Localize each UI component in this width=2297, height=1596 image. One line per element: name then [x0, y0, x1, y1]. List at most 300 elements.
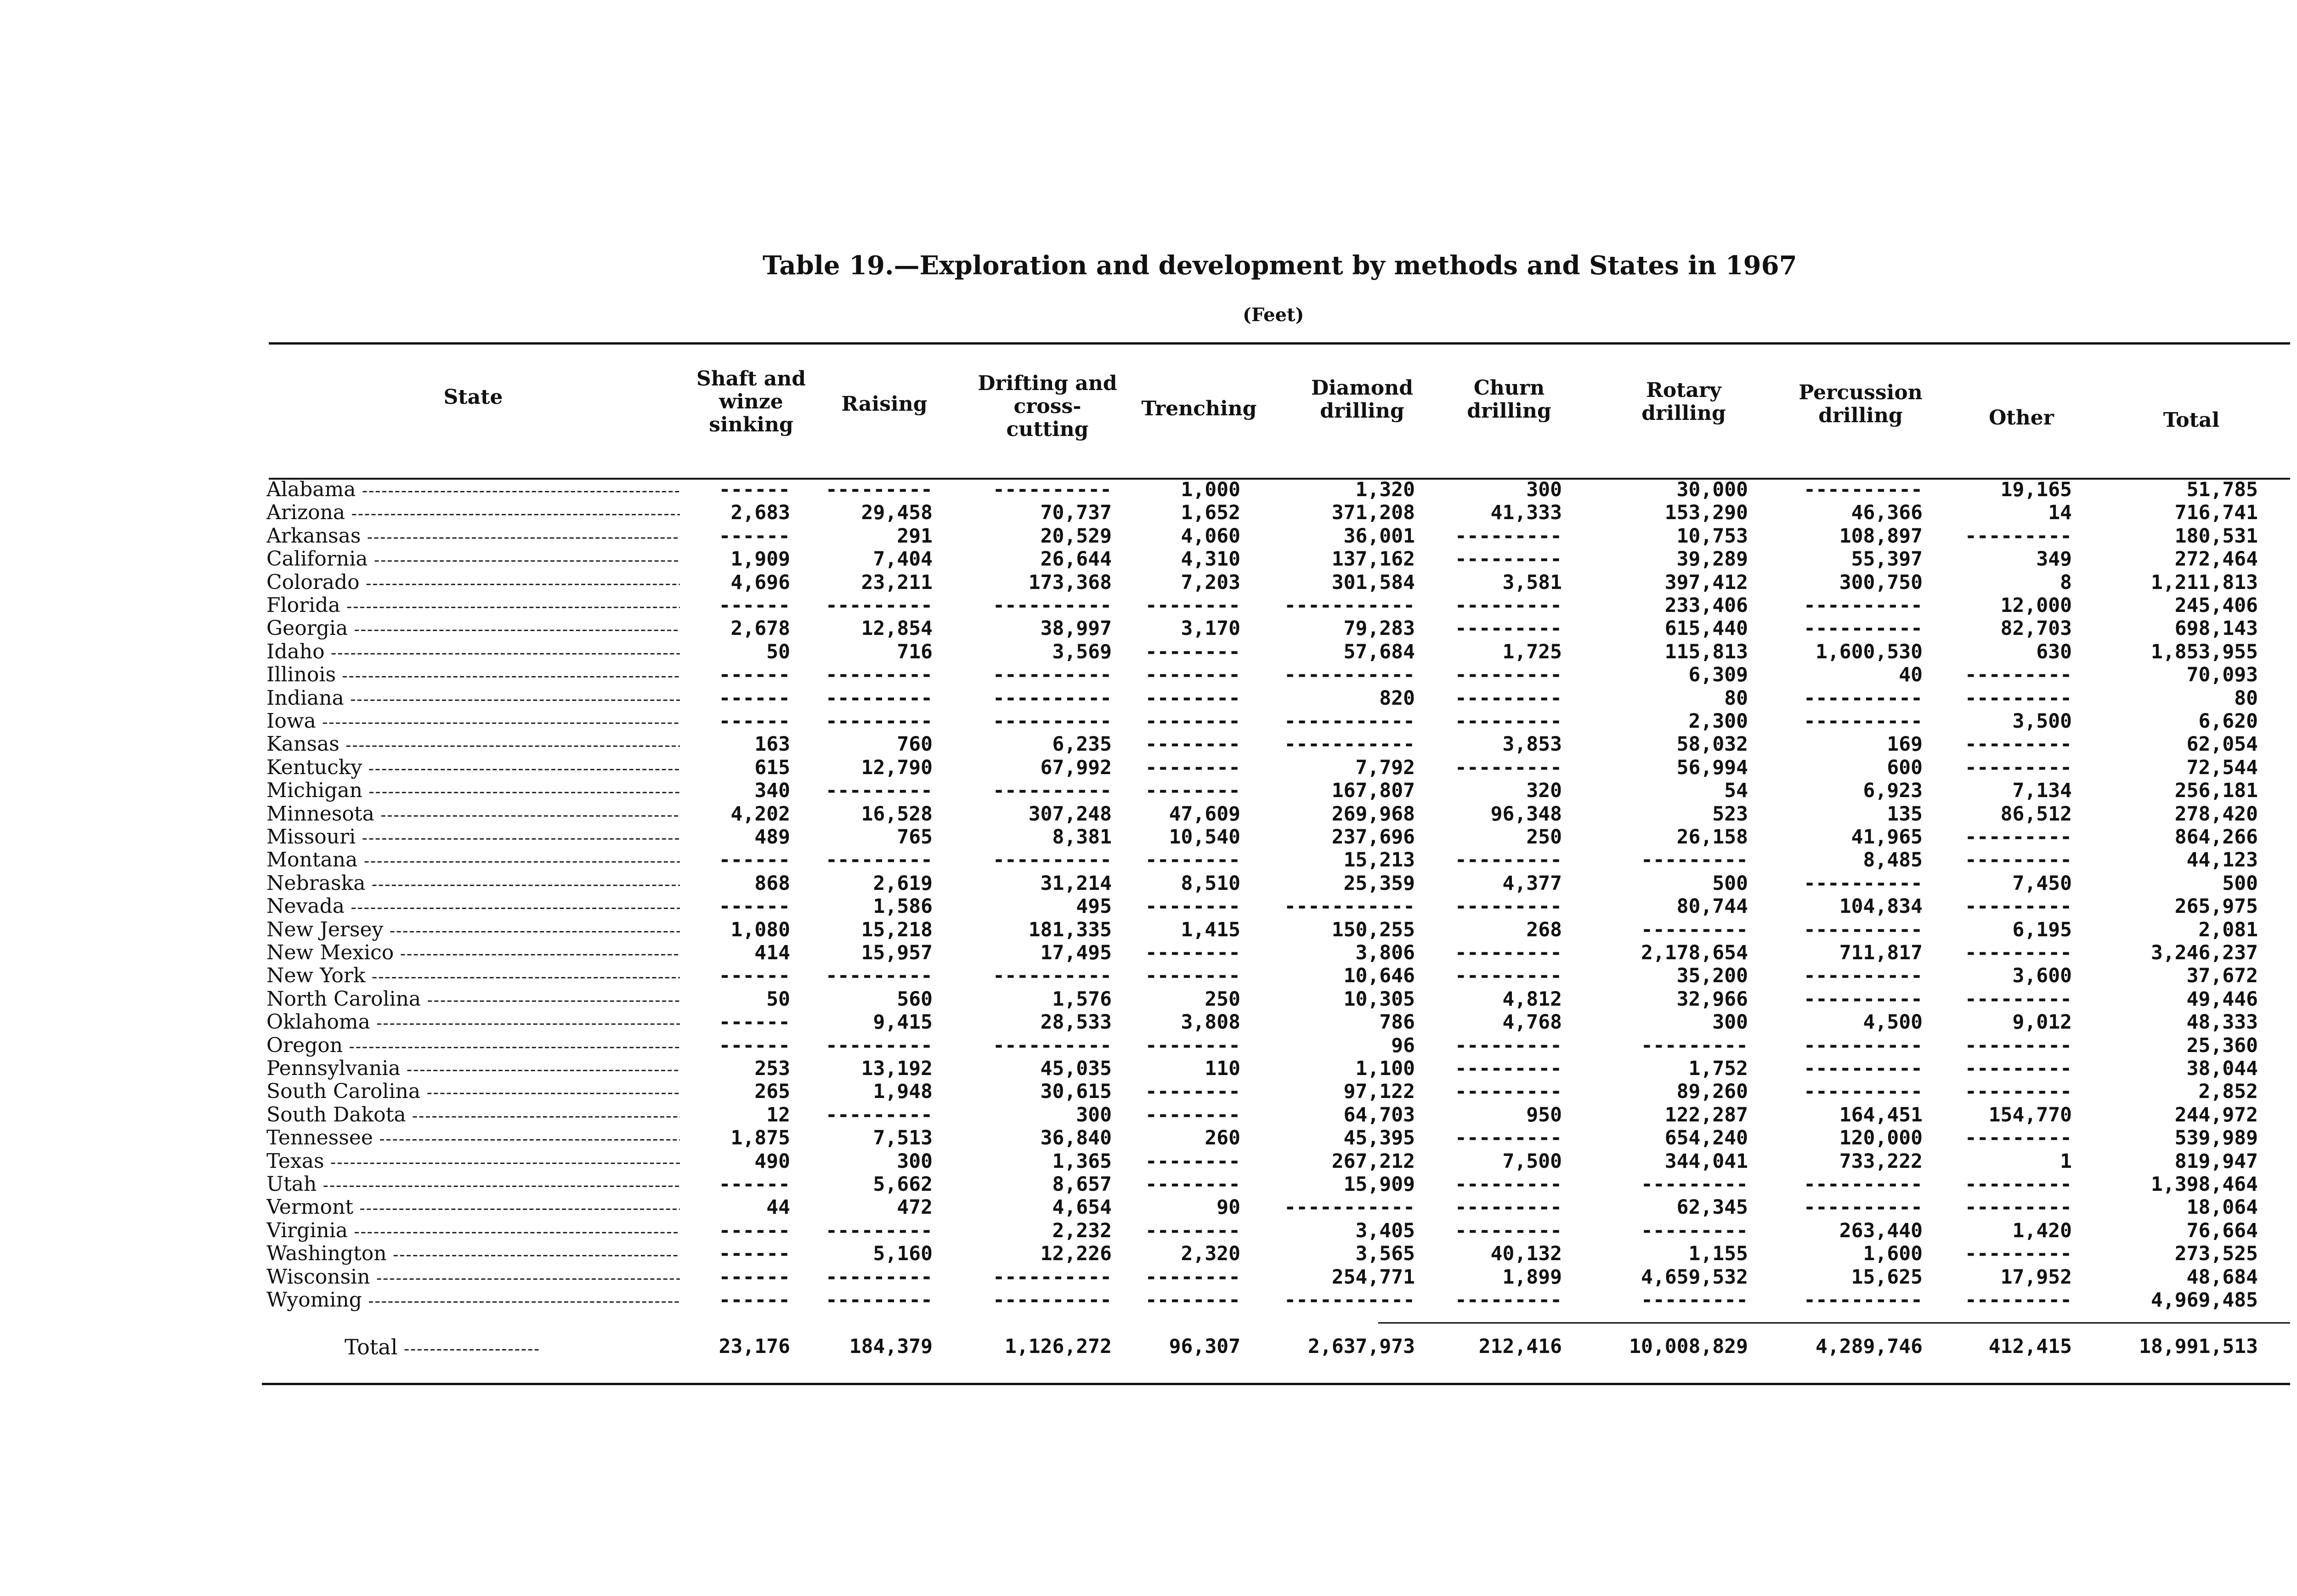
- table-cell: 2,081: [2198, 918, 2258, 941]
- table-cell: 110: [1205, 1057, 1240, 1080]
- state-label: Minnesota -----: [266, 802, 680, 827]
- table-cell: 1,100: [1355, 1057, 1415, 1080]
- table-cell: 654,240: [1664, 1126, 1748, 1150]
- table-cell: 19,165: [2000, 478, 2072, 501]
- table-cell: 1,211,813: [2151, 571, 2258, 594]
- table-cell: 1,586: [873, 895, 933, 918]
- table-cell: 80: [1724, 686, 1748, 710]
- column-header-line: Shaft and: [696, 367, 806, 391]
- table-cell: 137,162: [1331, 548, 1415, 571]
- table-cell: 3,569: [1052, 640, 1112, 663]
- state-label: Idaho -----: [266, 640, 680, 665]
- table-cell: --------: [1145, 941, 1240, 964]
- table-cell: 4,696: [730, 571, 790, 594]
- table-cell: 291: [897, 524, 933, 548]
- table-cell: --------: [1145, 733, 1240, 756]
- table-cell: 1,576: [1052, 987, 1112, 1011]
- table-cell: -----------: [1284, 1289, 1415, 1312]
- table-cell: --------: [1145, 1080, 1240, 1104]
- table-cell: 164,451: [1839, 1103, 1923, 1126]
- table-cell: 70,093: [2186, 663, 2258, 687]
- state-label: Wyoming -----: [266, 1288, 680, 1313]
- table-cell: 7,513: [873, 1126, 933, 1150]
- table-cell: 9,012: [2012, 1011, 2072, 1034]
- column-header-line: Drifting and: [978, 372, 1117, 395]
- table-cell: -----------: [1284, 710, 1415, 733]
- table-cell: --------: [1145, 710, 1240, 733]
- table-cell: --------: [1145, 1149, 1240, 1173]
- table-cell: --------: [1145, 779, 1240, 803]
- table-cell: 3,405: [1355, 1219, 1415, 1242]
- table-cell: 254,771: [1331, 1265, 1415, 1289]
- table-cell: ---------: [1965, 756, 2072, 779]
- table-cell: ---------: [1455, 756, 1562, 779]
- table-cell: ---------: [1455, 1289, 1562, 1312]
- table-cell: --------: [1145, 1265, 1240, 1289]
- table-cell: ---------: [1641, 849, 1748, 872]
- state-label: Florida -----: [266, 594, 680, 619]
- table-cell: 54: [1724, 779, 1748, 803]
- table-cell: 15,957: [861, 941, 933, 964]
- table-cell: ---------: [1455, 617, 1562, 640]
- table-cell: ---------: [1965, 1034, 2072, 1057]
- table-cell: 82,703: [2000, 617, 2072, 640]
- state-label: Arkansas -----: [266, 524, 680, 549]
- table-cell: --------: [1145, 1034, 1240, 1057]
- table-cell: 169: [1887, 733, 1923, 756]
- table-cell: 8: [2060, 571, 2072, 594]
- table-cell: 15,218: [861, 918, 933, 941]
- table-cell: 1,365: [1052, 1149, 1112, 1173]
- table-cell: ----------: [1804, 1057, 1923, 1080]
- table-cell: 711,817: [1839, 941, 1923, 964]
- table-cell: ---------: [1455, 1080, 1562, 1104]
- table-cell: 4,060: [1181, 524, 1240, 548]
- table-cell: 2,178,654: [1641, 941, 1748, 964]
- table-cell: 86,512: [2000, 802, 2072, 826]
- table-cell: 301,584: [1331, 571, 1415, 594]
- table-cell: ---------: [1455, 1196, 1562, 1219]
- table-cell: 153,290: [1664, 501, 1748, 525]
- table-cell: 17,952: [2000, 1265, 2072, 1289]
- state-label: South Carolina -----: [266, 1080, 680, 1105]
- table-cell: 1,000: [1181, 478, 1240, 501]
- table-cell: 2,232: [1052, 1219, 1112, 1242]
- table-cell: ------: [719, 1289, 790, 1312]
- table-cell: 9,415: [873, 1011, 933, 1034]
- table-cell: 115,813: [1664, 640, 1748, 663]
- table-cell: ------: [719, 1011, 790, 1034]
- column-header-line: drilling: [1641, 402, 1726, 425]
- column-header-line: Percussion: [1799, 381, 1923, 404]
- table-cell: 173,368: [1028, 571, 1112, 594]
- table-cell: 18,064: [2186, 1196, 2258, 1219]
- table-cell: ---------: [1965, 1289, 2072, 1312]
- state-label: Nevada -----: [266, 894, 680, 920]
- table-cell: 4,377: [1502, 872, 1562, 895]
- state-label: Michigan -----: [266, 779, 680, 804]
- table-cell: 371,208: [1331, 501, 1415, 525]
- table-cell: 273,525: [2174, 1242, 2258, 1266]
- state-label: Montana -----: [266, 848, 680, 873]
- state-label: Indiana -----: [266, 686, 680, 712]
- state-label: California -----: [266, 547, 680, 572]
- table-cell: ---------: [1965, 1080, 2072, 1104]
- table-cell: 150,255: [1331, 918, 1415, 941]
- table-cell: 1,853,955: [2151, 640, 2258, 663]
- table-cell: ---------: [1965, 895, 2072, 918]
- table-cell: ---------: [1641, 1289, 1748, 1312]
- table-cell: 4,500: [1863, 1011, 1923, 1034]
- table-cell: ----------: [1804, 918, 1923, 941]
- table-cell: ----------: [1804, 1196, 1923, 1219]
- table-cell: --------: [1145, 640, 1240, 663]
- table-cell: 490: [754, 1149, 790, 1173]
- table-cell: 489: [754, 826, 790, 849]
- table-cell: 6,235: [1052, 733, 1112, 756]
- table-cell: 39,289: [1676, 548, 1748, 571]
- table-cell: ---------: [1455, 1034, 1562, 1057]
- table-cell: 3,600: [2012, 964, 2072, 988]
- total-top-rule: [1378, 1322, 2290, 1324]
- table-cell: ------: [719, 1265, 790, 1289]
- column-header-4: [1107, 397, 1291, 420]
- table-cell: 4,310: [1181, 548, 1240, 571]
- table-cell: 96,348: [1490, 802, 1562, 826]
- table-cell: ---------: [1641, 918, 1748, 941]
- table-cell: 1,415: [1181, 918, 1240, 941]
- table-cell: ---------: [1455, 710, 1562, 733]
- table-cell: 1,909: [730, 548, 790, 571]
- column-header-line: Rotary: [1646, 379, 1721, 402]
- table-cell: 38,997: [1040, 617, 1112, 640]
- table-cell: 120,000: [1839, 1126, 1923, 1150]
- table-cell: 3,581: [1502, 571, 1562, 594]
- state-label: Tennessee -----: [266, 1126, 680, 1151]
- table-cell: ---------: [826, 849, 933, 872]
- table-cell: ---------: [826, 1289, 933, 1312]
- table-cell: 7,792: [1355, 756, 1415, 779]
- column-header-9: [1929, 407, 2113, 430]
- table-cell: 15,909: [1343, 1173, 1415, 1196]
- table-cell: ---------: [1965, 1242, 2072, 1266]
- table-cell: 180,531: [2174, 524, 2258, 548]
- table-cell: --------: [1145, 1219, 1240, 1242]
- table-cell: 44: [766, 1196, 790, 1219]
- table-cell: 523: [1712, 802, 1748, 826]
- table-cell: ---------: [1641, 1219, 1748, 1242]
- table-cell: ------: [719, 1173, 790, 1196]
- table-cell: 3,500: [2012, 710, 2072, 733]
- table-cell: 539,989: [2174, 1126, 2258, 1150]
- table-cell: --------: [1145, 895, 1240, 918]
- table-cell: 733,222: [1839, 1149, 1923, 1173]
- state-label: Washington -----: [266, 1242, 680, 1267]
- table-cell: ------: [719, 594, 790, 617]
- table-cell: 320: [1526, 779, 1562, 803]
- table-cell: 1,155: [1688, 1242, 1748, 1266]
- column-header-line: drilling: [1320, 399, 1404, 423]
- column-header-7: [1592, 379, 1776, 425]
- column-header-line: Trenching: [1141, 397, 1257, 420]
- state-label: Utah -----: [266, 1172, 680, 1198]
- column-header-8: [1769, 381, 1952, 427]
- table-cell: ----------: [993, 1034, 1112, 1057]
- table-cell: 2,300: [1688, 710, 1748, 733]
- table-cell: 12,854: [861, 617, 933, 640]
- table-cell: 72,544: [2186, 756, 2258, 779]
- table-cell: 4,812: [1502, 987, 1562, 1011]
- table-cell: --------: [1145, 594, 1240, 617]
- state-label: Texas -----: [266, 1149, 680, 1175]
- table-cell: 44,123: [2186, 849, 2258, 872]
- table-cell: 45,395: [1343, 1126, 1415, 1150]
- table-cell: 8,485: [1863, 849, 1923, 872]
- table-cell: ---------: [1455, 895, 1562, 918]
- table-cell: ---------: [826, 1103, 933, 1126]
- table-cell: 1,398,464: [2151, 1173, 2258, 1196]
- state-label: Illinois -----: [266, 663, 680, 688]
- state-label: Virginia -----: [266, 1219, 680, 1244]
- table-cell: ---------: [1641, 1173, 1748, 1196]
- table-cell: 256,181: [2174, 779, 2258, 803]
- table-cell: 260: [1205, 1126, 1240, 1150]
- table-cell: 786: [1379, 1011, 1415, 1034]
- table-cell: ----------: [1804, 478, 1923, 501]
- state-label: Kentucky -----: [266, 756, 680, 781]
- table-cell: ---------: [826, 1265, 933, 1289]
- table-cell: ----------: [993, 964, 1112, 988]
- table-cell: 50: [766, 640, 790, 663]
- table-cell: 495: [1076, 895, 1112, 918]
- table-cell: 245,406: [2174, 594, 2258, 617]
- table-cell: ---------: [1455, 1173, 1562, 1196]
- table-cell: 25,359: [1343, 872, 1415, 895]
- table-cell: 4,202: [730, 802, 790, 826]
- table-cell: ----------: [993, 1289, 1112, 1312]
- table-cell: 233,406: [1664, 594, 1748, 617]
- table-cell: 268: [1526, 918, 1562, 941]
- table-cell: 4,969,485: [2151, 1289, 2258, 1312]
- total-row-label: Total -----: [345, 1335, 540, 1359]
- column-header-6: [1417, 377, 1601, 423]
- table-cell: 950: [1526, 1103, 1562, 1126]
- table-cell: ---------: [1455, 686, 1562, 710]
- table-cell: 23,211: [861, 571, 933, 594]
- table-cell: 5,160: [873, 1242, 933, 1266]
- state-label: Colorado -----: [266, 571, 680, 596]
- table-cell: 2,320: [1181, 1242, 1240, 1266]
- table-unit: (Feet): [1243, 304, 1304, 326]
- table-cell: 96: [1391, 1034, 1415, 1057]
- table-cell: --------: [1145, 1289, 1240, 1312]
- table-cell: 6,923: [1863, 779, 1923, 803]
- state-label: Oklahoma -----: [266, 1010, 680, 1036]
- table-cell: ----------: [993, 1265, 1112, 1289]
- table-cell: ----------: [1804, 872, 1923, 895]
- table-cell: ------: [719, 686, 790, 710]
- table-cell: 12,790: [861, 756, 933, 779]
- table-cell: 25,360: [2186, 1034, 2258, 1057]
- table-cell: ----------: [1804, 594, 1923, 617]
- table-cell: 76,664: [2186, 1219, 2258, 1242]
- table-cell: 397,412: [1664, 571, 1748, 594]
- table-cell: 3,246,237: [2151, 941, 2258, 964]
- table-cell: 820: [1379, 686, 1415, 710]
- column-header-line: State: [443, 385, 503, 409]
- table-cell: 167,807: [1331, 779, 1415, 803]
- table-cell: 8,510: [1181, 872, 1240, 895]
- table-cell: ------: [719, 524, 790, 548]
- table-cell: 50: [766, 987, 790, 1011]
- column-header-0: [381, 386, 565, 409]
- table-cell: 2,619: [873, 872, 933, 895]
- table-cell: 263,440: [1839, 1219, 1923, 1242]
- table-cell: -----------: [1284, 1196, 1415, 1219]
- table-cell: 278,420: [2174, 802, 2258, 826]
- table-cell: 472: [897, 1196, 933, 1219]
- table-cell: 6,620: [2198, 710, 2258, 733]
- table-cell: 79,283: [1343, 617, 1415, 640]
- table-cell: ----------: [993, 663, 1112, 687]
- table-cell: ----------: [1804, 617, 1923, 640]
- table-cell: ---------: [1965, 733, 2072, 756]
- table-cell: ---------: [1965, 1173, 2072, 1196]
- table-cell: 62,345: [1676, 1196, 1748, 1219]
- table-cell: ----------: [1804, 964, 1923, 988]
- table-cell: 46,366: [1851, 501, 1923, 525]
- table-cell: ---------: [826, 663, 933, 687]
- table-cell: 2,678: [730, 617, 790, 640]
- table-cell: 265,975: [2174, 895, 2258, 918]
- total-cell: 2,637,973: [1308, 1335, 1415, 1358]
- table-cell: ------: [719, 663, 790, 687]
- table-cell: 49,446: [2186, 987, 2258, 1011]
- table-cell: ------: [719, 1219, 790, 1242]
- column-header-2: [792, 393, 976, 416]
- table-cell: ------: [719, 1242, 790, 1266]
- table-cell: 80: [2234, 686, 2258, 710]
- table-cell: ---------: [1965, 663, 2072, 687]
- table-cell: ---------: [1965, 524, 2072, 548]
- table-cell: 8,657: [1052, 1173, 1112, 1196]
- column-header-line: winze: [719, 390, 783, 413]
- state-label: Nebraska -----: [266, 872, 680, 897]
- table-cell: ---------: [1455, 663, 1562, 687]
- state-label: Arizona -----: [266, 501, 680, 526]
- table-cell: --------: [1145, 756, 1240, 779]
- table-cell: ---------: [826, 686, 933, 710]
- table-cell: ---------: [1965, 987, 2072, 1011]
- state-label: South Dakota -----: [266, 1103, 680, 1128]
- table-cell: ---------: [826, 964, 933, 988]
- table-cell: 630: [2036, 640, 2072, 663]
- table-cell: 600: [1887, 756, 1923, 779]
- table-cell: 28,533: [1040, 1011, 1112, 1034]
- table-cell: 12,000: [2000, 594, 2072, 617]
- table-cell: 32,966: [1676, 987, 1748, 1011]
- table-cell: ---------: [1965, 1196, 2072, 1219]
- column-header-line: sinking: [709, 413, 793, 436]
- table-cell: 300: [897, 1149, 933, 1173]
- total-cell: 10,008,829: [1629, 1335, 1748, 1358]
- table-cell: -----------: [1284, 663, 1415, 687]
- total-cell: 4,289,746: [1816, 1335, 1923, 1358]
- table-cell: ----------: [993, 779, 1112, 803]
- table-title: Table 19.—Exploration and development by methods and States in 1967: [763, 250, 1797, 281]
- table-cell: 181,335: [1028, 918, 1112, 941]
- table-cell: --------: [1145, 1103, 1240, 1126]
- table-cell: ---------: [1965, 941, 2072, 964]
- table-cell: 122,287: [1664, 1103, 1748, 1126]
- table-cell: 48,333: [2186, 1011, 2258, 1034]
- table-cell: 6,309: [1688, 663, 1748, 687]
- table-cell: 135: [1887, 802, 1923, 826]
- top-rule: [269, 342, 2290, 345]
- column-header-line: Total: [2163, 408, 2220, 432]
- table-cell: ---------: [1455, 849, 1562, 872]
- table-cell: ---------: [1965, 826, 2072, 849]
- table-cell: 89,260: [1676, 1080, 1748, 1104]
- state-label: Georgia -----: [266, 617, 680, 642]
- table-cell: 269,968: [1331, 802, 1415, 826]
- total-cell: 212,416: [1478, 1335, 1562, 1358]
- table-cell: -----------: [1284, 895, 1415, 918]
- table-cell: 51,785: [2186, 478, 2258, 501]
- table-cell: 267,212: [1331, 1149, 1415, 1173]
- state-label: New Jersey -----: [266, 918, 680, 943]
- table-cell: ---------: [826, 1219, 933, 1242]
- table-cell: 1,875: [730, 1126, 790, 1150]
- state-label: New York -----: [266, 964, 680, 989]
- table-cell: 868: [754, 872, 790, 895]
- table-cell: 35,200: [1676, 964, 1748, 988]
- table-cell: 1,752: [1688, 1057, 1748, 1080]
- table-cell: ----------: [1804, 1080, 1923, 1104]
- table-cell: 3,170: [1181, 617, 1240, 640]
- table-cell: ---------: [1965, 1126, 2072, 1150]
- table-cell: ---------: [826, 779, 933, 803]
- state-label: New Mexico -----: [266, 941, 680, 966]
- table-cell: ------: [719, 895, 790, 918]
- table-cell: ----------: [1804, 686, 1923, 710]
- table-cell: -----------: [1284, 733, 1415, 756]
- table-cell: 253: [754, 1057, 790, 1080]
- state-label: Kansas -----: [266, 732, 680, 758]
- table-cell: 237,696: [1331, 826, 1415, 849]
- table-cell: 26,644: [1040, 548, 1112, 571]
- table-cell: 26,158: [1676, 826, 1748, 849]
- table-cell: 55,397: [1851, 548, 1923, 571]
- table-cell: 36,840: [1040, 1126, 1112, 1150]
- state-label: Missouri -----: [266, 825, 680, 850]
- table-cell: 1,600,530: [1816, 640, 1923, 663]
- table-cell: 250: [1205, 987, 1240, 1011]
- table-cell: 3,806: [1355, 941, 1415, 964]
- column-header-10: [2099, 409, 2283, 432]
- table-cell: 90: [1216, 1196, 1240, 1219]
- table-cell: 10,540: [1169, 826, 1240, 849]
- table-cell: 615,440: [1664, 617, 1748, 640]
- table-cell: 10,305: [1343, 987, 1415, 1011]
- table-cell: 349: [2036, 548, 2072, 571]
- total-cell: 23,176: [719, 1335, 790, 1358]
- state-label: Vermont -----: [266, 1195, 680, 1221]
- table-cell: 12: [766, 1103, 790, 1126]
- table-cell: --------: [1145, 964, 1240, 988]
- table-cell: ---------: [826, 478, 933, 501]
- table-cell: 6,195: [2012, 918, 2072, 941]
